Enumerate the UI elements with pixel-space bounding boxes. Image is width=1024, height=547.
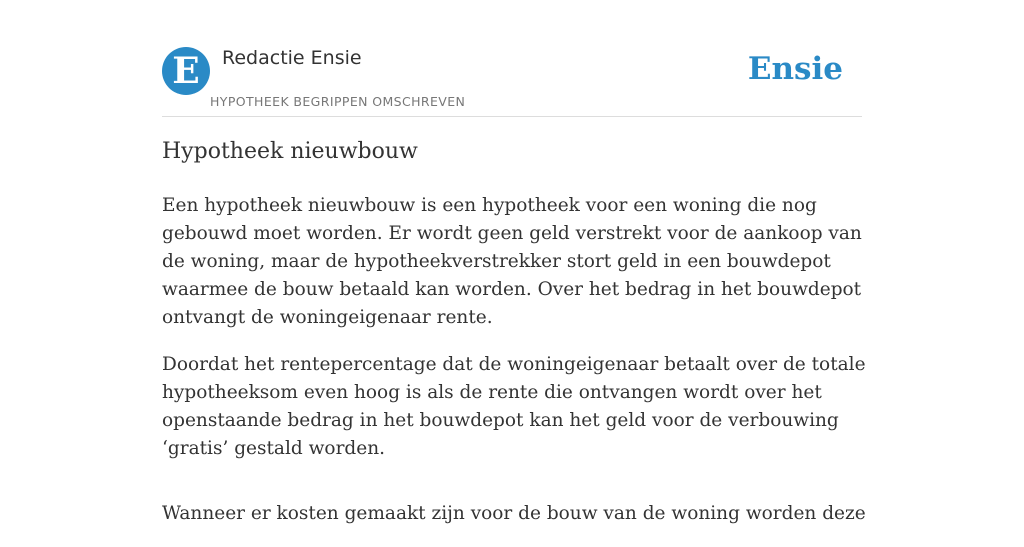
- ensie-logo-badge[interactable]: E: [162, 47, 210, 95]
- article-paragraph: Wanneer er kosten gemaakt zijn voor de bouw van de woning worden deze: [162, 503, 866, 524]
- article-body: [162, 192, 867, 547]
- category-label[interactable]: HYPOTHEEK BEGRIPPEN OMSCHREVEN: [210, 94, 466, 109]
- ensie-brand-logo[interactable]: Ensie: [747, 51, 843, 87]
- article-header: [162, 44, 862, 117]
- article-paragraph: Een hypotheek nieuwbouw is een hypotheek voor een woning die nog gebouwd moet worden. Er wordt geen geld verstrekt voor de aankoop van de woning, maar de hypotheekverstrekker stort geld in een bouwdepot waarmee de bouw betaald kan worden. Over het bedrag in het bouwdepot ontvangt de woningeigenaar rente.: [162, 195, 862, 328]
- article-title: Hypotheek nieuwbouw: [162, 139, 418, 164]
- author-name[interactable]: Redactie Ensie: [222, 47, 362, 69]
- article-paragraph: Doordat het rentepercentage dat de woningeigenaar betaalt over de totale hypotheeksom even hoog is als de rente die ontvangen wordt over het openstaande bedrag in het bouwdepot kan het geld voor de verbouwing ‘gratis’ gestald worden.: [162, 354, 866, 459]
